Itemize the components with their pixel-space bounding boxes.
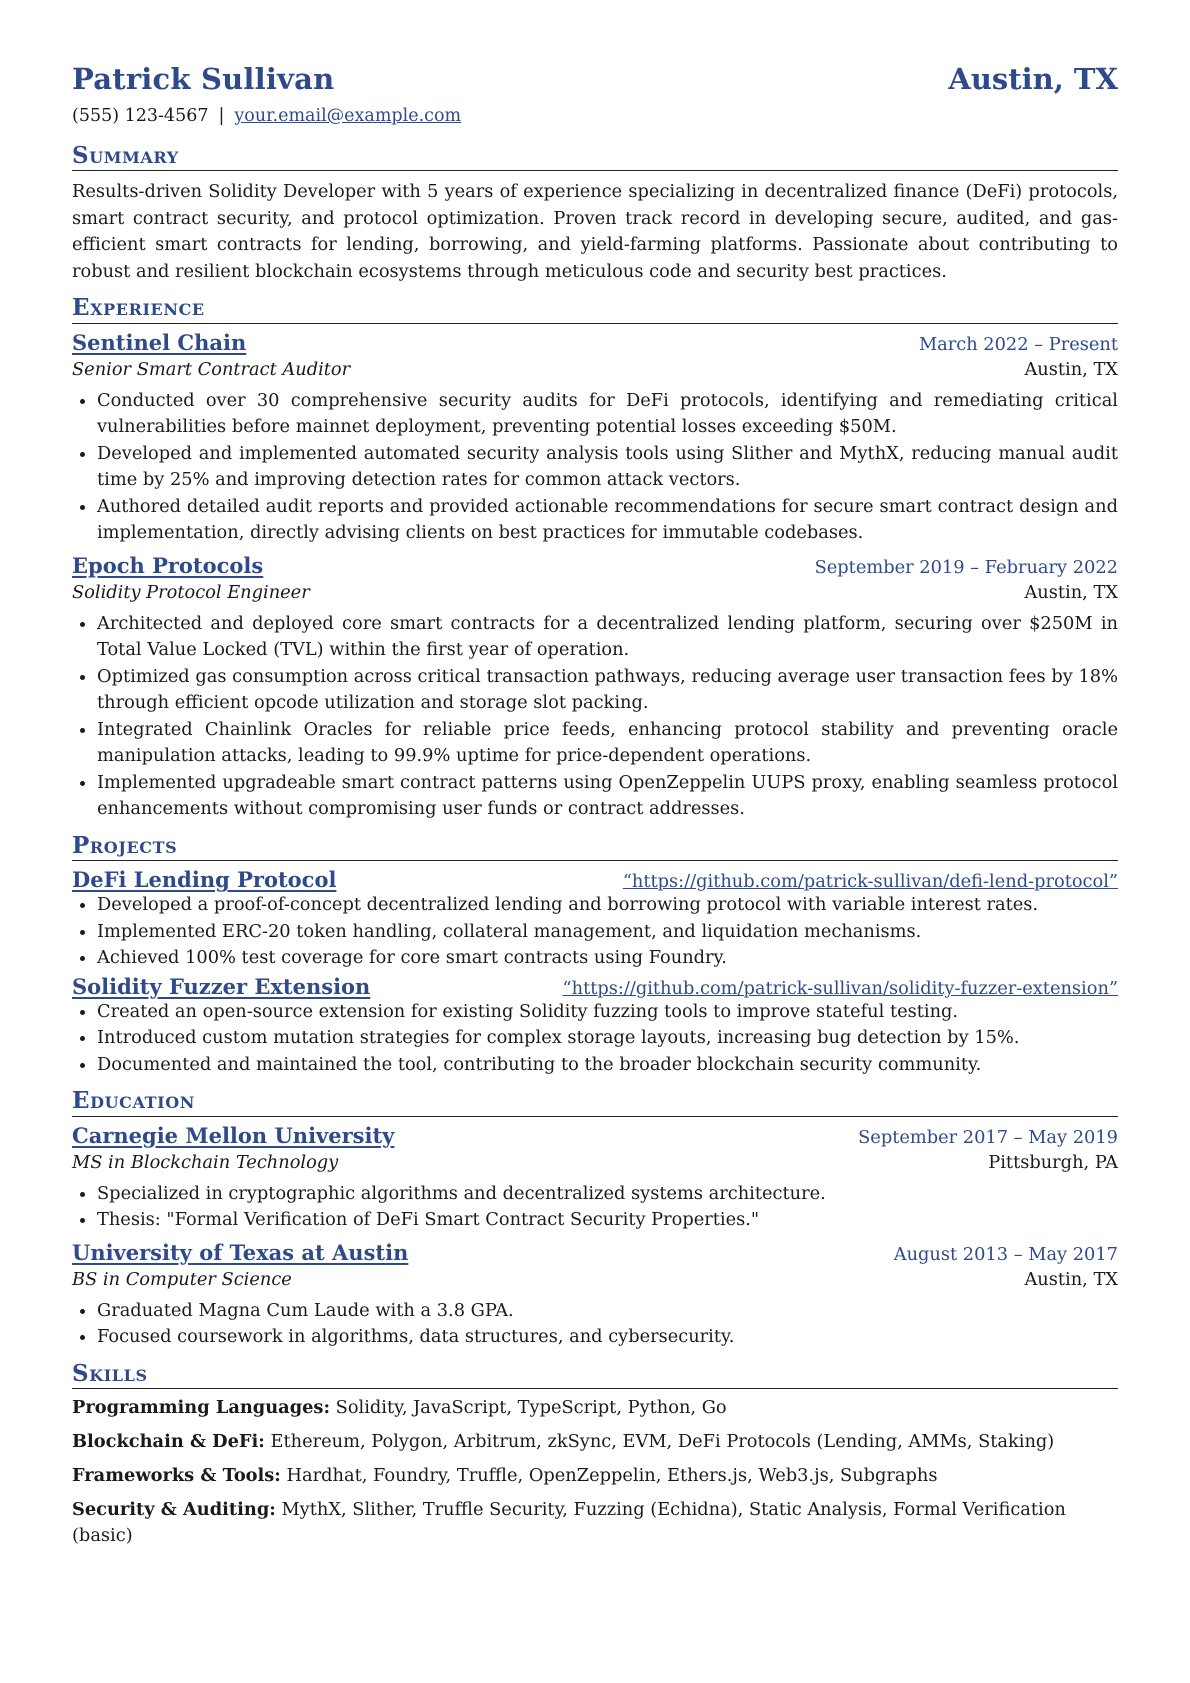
project-link[interactable]: “https://github.com/patrick-sullivan/solidity-fuzzer-extension”	[562, 977, 1118, 999]
bullet-list	[72, 892, 1118, 972]
skill-label: Frameworks & Tools:	[72, 1465, 281, 1487]
list-item: • Conducted over 30 comprehensive security audits for DeFi protocols, identifying and remediating critical vulnerabilities before mainnet deployment, preventing potential losses exceeding $50M.	[97, 388, 1118, 441]
education-entry	[72, 1240, 1118, 1351]
section-title-experience: Experience	[72, 295, 1118, 323]
skill-row	[72, 1395, 1118, 1421]
list-item: • Architected and deployed core smart contracts for a decentralized lending platform, securing over $250M in Total Value Locked (TVL) within the first year of operation.	[97, 611, 1118, 664]
list-item: • Created an open-source extension for existing Solidity fuzzing tools to improve stateful testing.	[97, 999, 1118, 1026]
list-item: • Introduced custom mutation strategies for complex storage layouts, increasing bug detection by 15%.	[97, 1025, 1118, 1052]
bullet-list	[72, 388, 1118, 547]
school-name[interactable]: University of Texas at Austin	[72, 1239, 409, 1265]
list-item: • Implemented upgradeable smart contract patterns using OpenZeppelin UUPS proxy, enabling seamless protocol enhancements without compromising user funds or contract addresses.	[97, 770, 1118, 823]
entry-dates: September 2019 – February 2022	[814, 556, 1118, 578]
skill-label: Security & Auditing:	[72, 1499, 276, 1521]
bullet-list	[72, 611, 1118, 823]
list-item: • Authored detailed audit reports and provided actionable recommendations for secure smart contract design and implementation, directly advising clients on best practices for immutable codebases.	[97, 494, 1118, 547]
entry-subheader	[72, 582, 1118, 603]
skill-values: Hardhat, Foundry, Truffle, OpenZeppelin, Ethers.js, Web3.js, Subgraphs	[280, 1465, 938, 1487]
skill-label: Blockchain & DeFi:	[72, 1431, 265, 1453]
entry-header	[72, 867, 1118, 892]
list-item: • Focused coursework in algorithms, data structures, and cybersecurity.	[97, 1324, 1118, 1351]
entry-dates: March 2022 – Present	[918, 333, 1118, 355]
entry-subheader	[72, 1269, 1118, 1290]
list-item: • Specialized in cryptographic algorithms and decentralized systems architecture.	[97, 1181, 1118, 1208]
section-title-skills: Skills	[72, 1361, 1118, 1389]
entry-dates: August 2013 – May 2017	[893, 1243, 1118, 1265]
skill-row	[72, 1463, 1118, 1489]
skill-values: Solidity, JavaScript, TypeScript, Python, Go	[330, 1397, 727, 1419]
entry-header	[72, 553, 1118, 578]
section-title-summary: Summary	[72, 143, 1118, 171]
candidate-location: Austin, TX	[948, 62, 1118, 96]
email-link[interactable]: your.email@example.com	[234, 106, 462, 126]
company-name[interactable]: Sentinel Chain	[72, 329, 247, 355]
experience-entry	[72, 553, 1118, 823]
list-item: • Developed a proof-of-concept decentralized lending and borrowing protocol with variable interest rates.	[97, 892, 1118, 919]
entry-location: Pittsburgh, PA	[988, 1151, 1118, 1173]
job-role: Senior Smart Contract Auditor	[72, 358, 351, 380]
skill-label: Programming Languages:	[72, 1397, 331, 1419]
candidate-name: Patrick Sullivan	[72, 62, 335, 96]
project-name[interactable]: DeFi Lending Protocol	[72, 867, 337, 893]
degree-name: BS in Computer Science	[72, 1268, 292, 1290]
education-entry	[72, 1123, 1118, 1234]
phone-number: (555) 123-4567	[72, 106, 209, 126]
list-item: • Implemented ERC-20 token handling, collateral management, and liquidation mechanisms.	[97, 919, 1118, 946]
list-item: • Optimized gas consumption across critical transaction pathways, reducing average user transaction fees by 18% through efficient opcode utilization and storage slot packing.	[97, 664, 1118, 717]
contact-separator: |	[218, 106, 225, 126]
project-link[interactable]: “https://github.com/patrick-sullivan/defi-lend-protocol”	[622, 871, 1118, 893]
entry-subheader	[72, 1152, 1118, 1173]
company-name[interactable]: Epoch Protocols	[72, 552, 264, 578]
bullet-list	[72, 1298, 1118, 1351]
summary-text: Results-driven Solidity Developer with 5 years of experience specializing in decentralized finance (DeFi) protocols, smart contract security, and protocol optimization. Proven track record in developing secure, audited, and gas-efficient smart contracts for lending, borrowing, and yield-farming platforms. Passionate about contributing to robust and resilient blockchain ecosystems through meticulous code and security best practices.	[72, 181, 1118, 282]
section-title-projects: Projects	[72, 833, 1118, 861]
section-title-education: Education	[72, 1088, 1118, 1116]
list-item: • Documented and maintained the tool, contributing to the broader blockchain security community.	[97, 1052, 1118, 1079]
entry-subheader	[72, 359, 1118, 380]
project-entry	[72, 867, 1118, 972]
school-name[interactable]: Carnegie Mellon University	[72, 1122, 395, 1148]
resume-header	[72, 62, 1118, 96]
list-item: • Thesis: "Formal Verification of DeFi Smart Contract Security Properties."	[97, 1207, 1118, 1234]
entry-header	[72, 1240, 1118, 1265]
project-entry	[72, 974, 1118, 1079]
entry-location: Austin, TX	[1024, 358, 1118, 380]
entry-header	[72, 974, 1118, 999]
entry-header	[72, 1123, 1118, 1148]
bullet-list	[72, 1181, 1118, 1234]
entry-location: Austin, TX	[1024, 1268, 1118, 1290]
list-item: • Achieved 100% test coverage for core smart contracts using Foundry.	[97, 945, 1118, 972]
bullet-list	[72, 999, 1118, 1079]
entry-header	[72, 330, 1118, 355]
degree-name: MS in Blockchain Technology	[72, 1151, 339, 1173]
skill-values: MythX, Slither, Truffle Security, Fuzzing (Echidna), Static Analysis, Formal Verification (basic)	[72, 1499, 1066, 1547]
contact-line	[72, 106, 1118, 126]
entry-location: Austin, TX	[1024, 581, 1118, 603]
list-item: • Integrated Chainlink Oracles for reliable price feeds, enhancing protocol stability and preventing oracle manipulation attacks, leading to 99.9% uptime for price-dependent operations.	[97, 717, 1118, 770]
skill-row	[72, 1429, 1118, 1455]
list-item: • Developed and implemented automated security analysis tools using Slither and MythX, reducing manual audit time by 25% and improving detection rates for common attack vectors.	[97, 441, 1118, 494]
entry-dates: September 2017 – May 2019	[858, 1126, 1118, 1148]
skill-row	[72, 1497, 1118, 1549]
job-role: Solidity Protocol Engineer	[72, 581, 310, 603]
skill-values: Ethereum, Polygon, Arbitrum, zkSync, EVM, DeFi Protocols (Lending, AMMs, Staking)	[264, 1431, 1055, 1453]
list-item: • Graduated Magna Cum Laude with a 3.8 GPA.	[97, 1298, 1118, 1325]
experience-entry	[72, 330, 1118, 547]
project-name[interactable]: Solidity Fuzzer Extension	[72, 973, 371, 999]
